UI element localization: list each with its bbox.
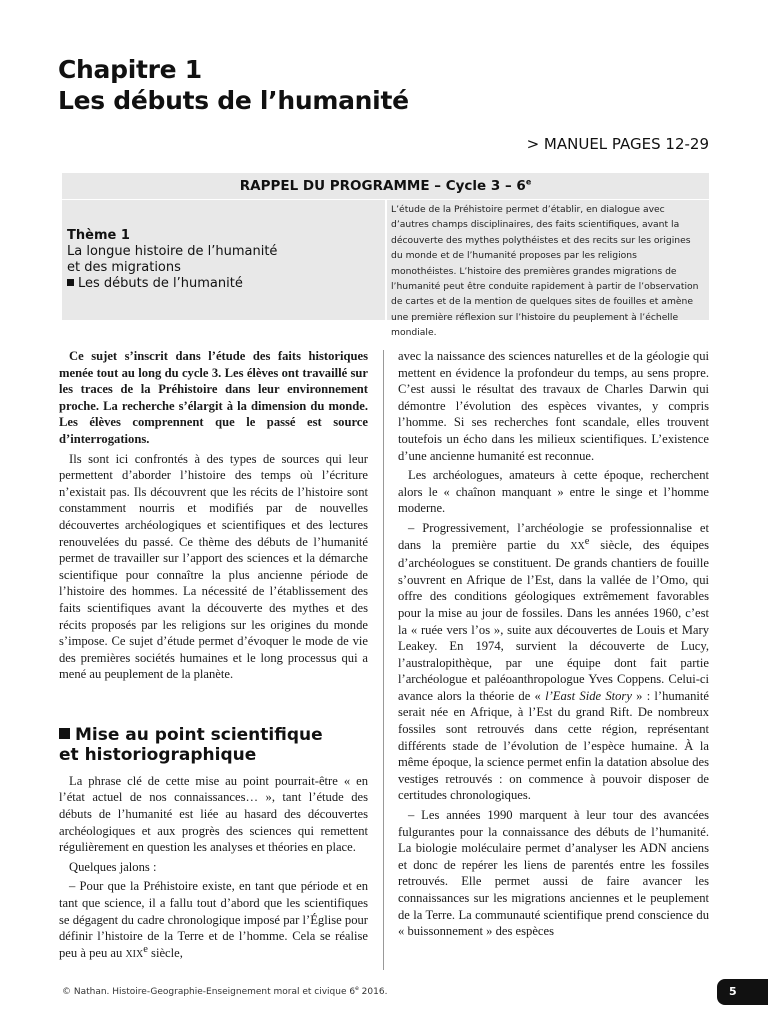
theme-title: Thème 1: [67, 228, 130, 243]
right-paragraph-3-a: – Progressivement, l’archéologie se professionnalise et dans la première partie du: [398, 520, 709, 552]
manual-pages-ref: > MANUEL PAGES 12-29: [526, 135, 709, 153]
east-side-story-italic: l’East Side Story: [545, 688, 632, 703]
left-paragraph-2: La phrase clé de cette mise au point pourrait-être « en l’état actuel de nos connaissances… », tant l’étude des débuts de l’humanité est liée au hasard des découvertes archéologiques et aux progrès des sciences qui remettent régulièrement en question les analyses et théories en place.: [59, 773, 368, 855]
programme-description: L’étude de la Préhistoire permet d’établir, en dialogue avec d’autres champs disciplinaires, des faits scientifiques, avant la découverte des mythes polythéistes et des recits sur les origines du monde et de l’humanité proposes par les religions monothéistes. L’histoire des premières grandes migrations de l’humanité peut être conduite rapidement à partir de l’observation de cartes et de la mention de quelques sites de fouilles et amène une première réflexion sur l’histoire du peuplement à l’échelle mondiale.: [387, 200, 709, 320]
square-bullet-icon: [67, 279, 74, 286]
right-paragraph-1: avec la naissance des sciences naturelles et de la géologie qui mettent en évidence la profondeur du temps, au sens propre. C’est aussi le résultat des travaux de Charles Darwin qui démontre l’évolution des espèces vivantes, y compris l’homme. Si ses recherches font scandale, elles trouvent toutefois un écho dans les milieux scientifiques. L’existence d’une ancienne humanité est reconnue.: [398, 349, 709, 463]
right-paragraph-2: Les archéologues, amateurs à cette époque, recherchent alors le « chaînon manquant » entre le singe et l’homme moderne.: [398, 468, 709, 516]
footer-sup: e: [355, 985, 359, 992]
left-column: [59, 348, 368, 966]
programme-header-text: RAPPEL DU PROGRAMME – Cycle 3 – 6: [239, 178, 526, 194]
theme-line-1: La longue histoire de l’humanité: [67, 244, 278, 259]
footer-text-b: 2016.: [358, 987, 388, 997]
section-title: [59, 725, 368, 765]
theme-line-2: et des migrations: [67, 260, 181, 275]
left-paragraph-4-b: siècle,: [147, 945, 183, 960]
programme-header-sup: e: [525, 177, 532, 187]
square-bullet-icon: [59, 728, 70, 739]
section-title-line-2: et historiographique: [59, 744, 257, 765]
chapter-number: Chapitre 1: [58, 55, 202, 84]
right-paragraph-4: – Les années 1990 marquent à leur tour des avancées fulgurantes pour la connaissance des débuts de l’humanité. La biologie moléculaire permet d’analyser les ADN anciens et donc de repérer les liens de parentés entre les fossiles retrouvés. Elle permet aussi de faire avancer les connaissances sur les migrations anciennes et le peuplement de la Terre. La communauté scientifique prend conscience du « buissonnement » des espèces: [398, 808, 709, 939]
page-number: 5: [717, 979, 768, 1005]
century-sup: e: [143, 943, 148, 955]
chapter-name: Les débuts de l’humanité: [58, 86, 409, 115]
chapter-title: [58, 54, 409, 116]
right-paragraph-3-b: siècle, des équipes d’archéologues se constituent. De grands chantiers de fouille s’ouvrent en Afrique de l’Est, dans la vallée de l’Omo, qui offre des conditions géologiques extrêmement favorables pour la mise au jour de fossiles. Dans les années 1960, c’est la « ruée vers l’os », suite aux découvertes de Louis et Mary Leakey. En 1974, survient la découverte de Lucy, l’australopithèque, par une équipe dont fait partie l’archéologue et paléoanthropologue Yves Coppens. Celui-ci avance alors la théorie de «: [398, 537, 709, 703]
left-paragraph-4: [59, 878, 368, 963]
right-paragraph-3: [398, 520, 709, 804]
footer-text-a: © Nathan. Histoire-Geographie-Enseignement moral et civique 6: [62, 987, 356, 997]
right-paragraph-3-c: » : l’humanité serait née en Afrique, à l’Est du grand Rift. De nombreux fossiles sont retrouvés dans cette région, représentant différents stade de l’évolution de l’espèce humaine. À la même époque, la science permet enfin la datation absolue des vestiges retrouvés : on commence à pouvoir disposer de certitudes chronologiques.: [398, 688, 709, 803]
left-paragraph-3: Quelques jalons :: [69, 859, 157, 874]
section-title-line-1: Mise au point scientifique: [75, 724, 323, 745]
programme-theme-box: [62, 200, 385, 320]
right-column: [398, 348, 709, 943]
copyright-footer: [62, 987, 387, 997]
column-divider: [383, 350, 384, 970]
programme-header: [62, 173, 709, 199]
theme-sub-item: Les débuts de l’humanité: [78, 276, 243, 291]
left-paragraph-1: Ils sont ici confrontés à des types de sources qui leur permettent d’aborder l’histoire des temps où l’écriture n’existait pas. Ils découvrent que les récits de l’histoire sont constamment nourris et modifiés par de nouvelles découvertes archéologiques et scientifiques et des lectures renouvelées du passé. Ce thème des débuts de l’humanité permet de travailler sur l’apport des sciences et la démarche scientifique pour connaître la plus ancienne période de l’histoire des hommes. La nécessité de l’établissement des faits scientifiques avant la découverte des mythes et des récits proposés par les religions sur les origines du monde s’impose. Ce sujet d’étude permet d’évoquer le mode de vie des premières sociétés humaines et le long processus qui a mené au peuplement de la planète.: [59, 451, 368, 682]
left-paragraph-4-a: – Pour que la Préhistoire existe, en tant que période et en tant que science, il a fallu tout d’abord que les scientifiques se dégagent du cadre chronologique imposé par l’Église pour définir l’histoire de la Terre et de l’homme. Cela se réalise peu à peu au: [59, 879, 368, 960]
intro-paragraph: Ce sujet s’inscrit dans l’étude des faits historiques menée tout au long du cycle 3. Les élèves ont travaillé sur les traces de la Préhistoire dans leur environnement proche. La recherche s’élargit à la dimension du monde. Les élèves comprennent que le passé est source d’interrogations.: [59, 349, 368, 446]
century-numeral: XIX: [125, 948, 144, 960]
century-sup: e: [584, 535, 590, 547]
century-numeral: XX: [570, 540, 585, 552]
